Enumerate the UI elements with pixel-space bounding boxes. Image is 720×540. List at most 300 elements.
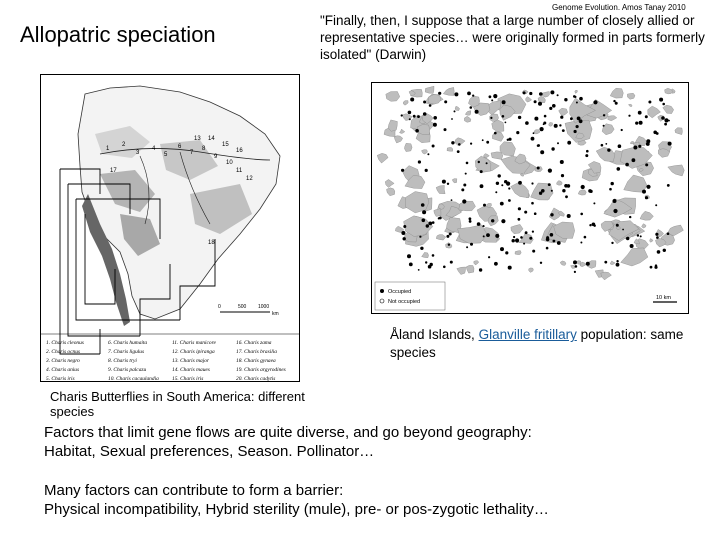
occupied-patch-dot [531, 202, 534, 205]
occupied-patch-dot [454, 92, 458, 96]
occupied-patch-dot [576, 125, 579, 128]
occupied-patch-dot [550, 233, 554, 237]
occupied-patch-dot [661, 116, 665, 120]
occupied-patch-dot [534, 117, 538, 121]
occupied-patch-dot [621, 129, 623, 131]
species-entry: 1. Charis cleonus [46, 340, 84, 346]
occupied-patch-dot [560, 116, 563, 119]
occupied-patch-dot [613, 209, 617, 213]
species-entry: 9. Charis palcazu [108, 367, 147, 373]
occupied-patch-dot [415, 129, 419, 133]
occupied-patch-dot [451, 199, 453, 201]
occupied-patch-dot [664, 123, 667, 126]
scale-label: 1000 [258, 304, 270, 310]
occupied-patch-dot [425, 261, 427, 263]
occupied-patch-dot [483, 235, 485, 237]
occupied-patch-dot [508, 187, 510, 189]
occupied-patch-dot [495, 191, 497, 193]
occupied-patch-dot [655, 204, 657, 206]
occupied-patch-dot [427, 153, 429, 155]
occupied-patch-dot [552, 104, 556, 108]
occupied-patch-dot [611, 242, 613, 244]
occupied-patch-dot [500, 247, 504, 251]
occupied-patch-dot [622, 229, 624, 231]
occupied-patch-dot [540, 262, 542, 264]
occupied-patch-dot [429, 104, 432, 107]
occupied-patch-dot [467, 92, 471, 96]
occupied-patch-dot [525, 231, 528, 234]
occupied-patch-dot [444, 100, 447, 103]
occupied-patch-dot [655, 264, 657, 266]
occupied-patch-dot [653, 131, 657, 135]
occupied-patch-dot [550, 90, 554, 94]
occupied-patch-dot [504, 180, 507, 183]
occupied-patch-dot [611, 182, 614, 185]
occupied-patch-dot [551, 147, 554, 150]
occupied-patch-dot [462, 199, 466, 203]
species-entry: 5. Charis iris [46, 376, 75, 382]
island-shape [549, 122, 553, 126]
occupied-patch-dot [480, 170, 483, 173]
occupied-patch-dot [548, 183, 551, 186]
occupied-patch-dot [637, 234, 639, 236]
species-entry: 10. Charis cacaulandia [108, 376, 159, 382]
occupied-patch-dot [482, 139, 484, 141]
occupied-patch-dot [494, 262, 498, 266]
occupied-patch-dot [438, 217, 440, 219]
occupied-patch-dot [570, 117, 573, 120]
occupied-patch-dot [472, 95, 474, 97]
occupied-patch-dot [574, 130, 577, 133]
occupied-patch-dot [413, 115, 416, 118]
occupied-patch-dot [559, 124, 561, 126]
occupied-patch-dot [423, 101, 426, 104]
occupied-patch-dot [475, 110, 479, 114]
map-number: 4 [152, 146, 156, 152]
map-number: 10 [226, 160, 233, 166]
occupied-patch-dot [656, 236, 659, 239]
occupied-patch-dot [421, 203, 425, 207]
occupied-patch-dot [605, 143, 607, 145]
map-number: 6 [178, 144, 182, 150]
occupied-patch-dot [561, 174, 564, 177]
occupied-patch-dot [546, 247, 549, 250]
occupied-patch-dot [585, 154, 588, 157]
occupied-patch-dot [562, 129, 565, 132]
occupied-patch-dot [573, 95, 576, 98]
occupied-patch-dot [564, 184, 568, 188]
species-entry: 4. Charis anius [46, 367, 80, 373]
map-number: 11 [236, 168, 243, 174]
occupied-patch-dot [615, 102, 618, 105]
occupied-patch-dot [422, 219, 426, 223]
occupied-patch-dot [646, 142, 650, 146]
occupied-patch-dot [663, 249, 666, 252]
species-entry: 8. Charis tryi [108, 358, 137, 364]
occupied-patch-dot [465, 173, 467, 175]
occupied-patch-dot [534, 212, 537, 215]
occupied-patch-dot [495, 234, 499, 238]
occupied-patch-dot [518, 116, 521, 119]
barrier-line-1: Many factors can contribute to form a barrier: [44, 482, 344, 499]
occupied-patch-dot [505, 122, 507, 124]
map-number: 2 [122, 142, 126, 148]
occupied-patch-dot [655, 233, 658, 236]
occupied-patch-dot [512, 239, 515, 242]
occupied-patch-dot [457, 150, 460, 153]
occupied-patch-dot [513, 236, 515, 238]
occupied-patch-dot [557, 241, 561, 245]
island-shape [515, 251, 521, 255]
map-number: 18 [208, 240, 215, 246]
occupied-patch-dot [540, 150, 544, 154]
occupied-patch-dot [626, 237, 629, 240]
map-number: 17 [110, 168, 117, 174]
species-entry: 14. Charis maues [172, 367, 210, 373]
occupied-patch-dot [633, 146, 637, 150]
occupied-patch-dot [466, 162, 469, 165]
occupied-patch-dot [525, 121, 529, 125]
occupied-patch-dot [432, 145, 435, 148]
island-shape [447, 147, 453, 151]
occupied-patch-dot [409, 263, 413, 267]
occupied-patch-dot [449, 233, 452, 236]
occupied-patch-dot [498, 174, 501, 177]
occupied-patch-dot [518, 218, 521, 221]
occupied-patch-dot [532, 250, 535, 253]
occupied-patch-dot [601, 144, 604, 147]
occupied-patch-dot [592, 223, 596, 227]
species-entry: 7. Charis ligulus [108, 349, 145, 355]
species-entry: 6. Charis humaita [108, 340, 148, 346]
occupied-patch-dot [401, 114, 403, 116]
occupied-patch-dot [488, 256, 490, 258]
occupied-patch-dot [668, 120, 670, 122]
occupied-patch-dot [529, 92, 532, 95]
occupied-patch-dot [580, 213, 583, 216]
occupied-patch-dot [650, 266, 653, 269]
occupied-patch-dot [491, 99, 493, 101]
occupied-patch-dot [447, 183, 449, 185]
occupied-patch-dot [586, 150, 589, 153]
occupied-patch-dot [482, 225, 484, 227]
factors-paragraph [44, 423, 704, 461]
occupied-patch-dot [486, 141, 489, 144]
occupied-patch-dot [423, 112, 427, 116]
occupied-patch-dot [550, 213, 553, 216]
occupied-patch-dot [501, 219, 505, 223]
occupied-patch-dot [433, 116, 437, 120]
occupied-patch-dot [554, 124, 558, 128]
occupied-patch-dot [560, 160, 564, 164]
occupied-patch-dot [461, 188, 464, 191]
occupied-patch-dot [501, 184, 503, 186]
occupied-patch-dot [508, 138, 511, 141]
legend-not-occupied: Not occupied [388, 299, 421, 305]
map-number: 9 [214, 154, 218, 160]
aland-caption [390, 326, 700, 362]
occupied-patch-dot [469, 217, 472, 220]
occupied-patch-dot [548, 169, 552, 173]
occupied-patch-dot [577, 117, 581, 121]
legend-occupied: Occupied [388, 289, 412, 295]
map-number: 1 [106, 146, 110, 152]
occupied-patch-dot [466, 246, 468, 248]
darwin-quote: "Finally, then, I suppose that a large number of closely allied or representative species… were originally formed in parts formerly isolated" (Darwin) [320, 13, 705, 62]
map-number: 12 [246, 176, 253, 182]
occupied-patch-dot [403, 237, 406, 240]
barrier-line-2: Physical incompatibility, Hybrid sterility (mule), pre- or pos-zygotic lethality… [44, 501, 549, 518]
species-entry: 12. Charis ipiranga [172, 349, 215, 355]
occupied-patch-dot [446, 235, 449, 238]
occupied-patch-dot [635, 122, 638, 125]
map-number: 15 [222, 142, 229, 148]
occupied-patch-dot [401, 169, 404, 172]
occupied-patch-dot [645, 163, 648, 166]
occupied-patch-dot [432, 221, 435, 224]
occupied-patch-dot [491, 219, 494, 222]
occupied-patch-dot [557, 94, 559, 96]
occupied-patch-dot [617, 167, 621, 171]
occupied-patch-dot [616, 224, 619, 227]
occupied-patch-dot [664, 118, 668, 122]
occupied-patch-dot [409, 118, 411, 120]
occupied-patch-dot [448, 244, 450, 246]
occupied-patch-dot [516, 131, 519, 134]
occupied-patch-dot [523, 243, 525, 245]
occupied-patch-dot [505, 251, 508, 254]
occupied-patch-dot [477, 222, 481, 226]
species-entry: 20. Charis cadytis [236, 376, 276, 382]
occupied-patch-dot [529, 237, 532, 240]
occupied-patch-dot [420, 247, 423, 250]
occupied-patch-dot [493, 94, 497, 98]
occupied-patch-dot [638, 111, 642, 115]
occupied-patch-dot [546, 238, 550, 242]
occupied-patch-dot [534, 100, 537, 103]
south-america-caption: Charis Butterflies in South America: different species [50, 389, 305, 419]
occupied-patch-dot [613, 199, 617, 203]
aland-caption-text: Åland Islands, [390, 327, 479, 342]
scale-label: km [272, 311, 279, 317]
occupied-patch-dot [539, 92, 543, 96]
occupied-patch-dot [565, 195, 568, 198]
occupied-patch-dot [586, 262, 590, 266]
occupied-patch-dot [579, 97, 583, 101]
occupied-patch-dot [417, 115, 420, 118]
occupied-patch-dot [659, 98, 663, 102]
occupied-patch-dot [640, 235, 642, 237]
occupied-patch-dot [518, 181, 522, 185]
map-number: 8 [202, 146, 206, 152]
occupied-patch-dot [407, 254, 411, 258]
occupied-patch-dot [573, 260, 577, 264]
barrier-paragraph [44, 481, 704, 519]
occupied-patch-dot [451, 118, 453, 120]
slide-title: Allopatric speciation [20, 22, 216, 47]
header-credit: Genome Evolution. Amos Tanay 2010 [552, 3, 686, 12]
occupied-patch-dot [662, 103, 665, 106]
occupied-patch-dot [607, 148, 610, 151]
occupied-patch-dot [616, 260, 618, 262]
occupied-patch-dot [422, 210, 426, 214]
occupied-patch-dot [480, 184, 484, 188]
south-america-charis-map [40, 74, 300, 382]
occupied-patch-dot [584, 236, 587, 239]
occupied-patch-dot [539, 192, 542, 195]
occupied-patch-dot [538, 102, 542, 106]
map-number: 14 [208, 136, 215, 142]
map-number: 7 [190, 150, 194, 156]
species-entry: 19. Charis argyrodines [236, 367, 286, 373]
map-number: 5 [164, 152, 168, 158]
map-number: 3 [136, 150, 140, 156]
species-entry: 13. Charis major [172, 358, 209, 364]
occupied-patch-dot [454, 110, 456, 112]
occupied-patch-dot [470, 243, 473, 246]
occupied-patch-dot [632, 158, 636, 162]
occupied-patch-dot [432, 254, 435, 257]
species-entry: 3. Charis negro [46, 358, 80, 364]
occupied-patch-dot [496, 182, 499, 185]
occupied-patch-dot [590, 190, 593, 193]
occupied-patch-dot [426, 224, 429, 227]
occupied-patch-dot [470, 143, 472, 145]
occupied-patch-dot [613, 100, 615, 102]
occupied-patch-dot [537, 167, 540, 170]
occupied-patch-dot [639, 121, 643, 125]
occupied-patch-dot [428, 222, 432, 226]
occupied-patch-dot [419, 236, 421, 238]
occupied-patch-dot [589, 224, 591, 226]
occupied-patch-dot [553, 240, 556, 243]
occupied-patch-dot [603, 125, 605, 127]
occupied-patch-dot [486, 162, 488, 164]
map-scale: 10 km [656, 295, 671, 301]
occupied-patch-dot [489, 95, 492, 98]
occupied-patch-dot [450, 261, 453, 264]
occupied-patch-dot [531, 137, 535, 141]
factors-line-1: Factors that limit gene flows are quite diverse, and go beyond geography: [44, 424, 532, 441]
species-entry: 18. Charis gynaea [236, 358, 276, 364]
occupied-patch-dot [648, 101, 651, 104]
occupied-patch-dot [593, 100, 597, 104]
occupied-patch-dot [609, 188, 612, 191]
occupied-patch-dot [442, 180, 446, 184]
occupied-patch-dot [642, 190, 646, 194]
occupied-patch-dot [463, 184, 466, 187]
occupied-patch-dot [502, 100, 506, 104]
occupied-patch-dot [593, 202, 595, 204]
aland-caption-tail: population: same species [390, 327, 684, 360]
map-number: 16 [236, 148, 243, 154]
species-entry: 17. Charis brasilia [236, 349, 277, 355]
occupied-patch-dot [580, 242, 582, 244]
occupied-patch-dot [567, 214, 571, 218]
glanville-fritillary-link[interactable]: Glanville fritillary [478, 327, 577, 342]
occupied-patch-dot [616, 263, 620, 267]
occupied-patch-dot [668, 142, 672, 146]
occupied-patch-dot [478, 161, 480, 163]
occupied-patch-dot [443, 266, 446, 269]
occupied-patch-dot [490, 117, 492, 119]
occupied-patch-dot [638, 145, 641, 148]
occupied-patch-dot [667, 232, 670, 235]
occupied-patch-dot [518, 207, 521, 210]
occupied-patch-dot [470, 106, 473, 109]
occupied-patch-dot [469, 220, 472, 223]
map-number: 13 [194, 136, 201, 142]
species-entry: 16. Charis zama [236, 340, 272, 346]
occupied-patch-dot [520, 236, 523, 239]
occupied-patch-dot [483, 204, 486, 207]
scale-label: 500 [238, 304, 247, 310]
occupied-patch-dot [531, 182, 533, 184]
occupied-patch-dot [646, 185, 650, 189]
occupied-patch-dot [645, 115, 648, 118]
occupied-patch-dot [551, 190, 553, 192]
occupied-patch-dot [629, 216, 631, 218]
occupied-patch-dot [508, 199, 511, 202]
island-shape [404, 143, 412, 151]
occupied-patch-dot [603, 114, 605, 116]
occupied-patch-dot [630, 244, 634, 248]
occupied-patch-dot [451, 141, 454, 144]
occupied-patch-dot [567, 141, 571, 145]
occupied-patch-dot [401, 231, 405, 235]
occupied-patch-dot [645, 196, 648, 199]
occupied-patch-dot [486, 233, 490, 237]
occupied-patch-dot [418, 160, 421, 163]
occupied-patch-dot [515, 238, 519, 242]
occupied-patch-dot [581, 185, 585, 189]
occupied-patch-dot [549, 107, 552, 110]
occupied-patch-dot [544, 115, 547, 118]
occupied-patch-dot [430, 263, 433, 266]
occupied-patch-dot [500, 202, 504, 206]
occupied-patch-dot [543, 123, 545, 125]
occupied-patch-dot [618, 144, 622, 148]
occupied-patch-dot [524, 211, 527, 214]
occupied-patch-dot [562, 189, 565, 192]
occupied-patch-dot [532, 231, 534, 233]
occupied-patch-dot [557, 142, 559, 144]
occupied-patch-dot [444, 128, 447, 131]
occupied-patch-dot [604, 261, 607, 264]
occupied-patch-dot [574, 271, 576, 273]
occupied-patch-dot [418, 269, 420, 271]
occupied-patch-dot [425, 169, 428, 172]
occupied-patch-dot [576, 102, 578, 104]
occupied-patch-dot [508, 266, 512, 270]
occupied-patch-dot [433, 123, 437, 127]
occupied-patch-dot [657, 250, 661, 254]
occupied-patch-dot [523, 91, 526, 94]
occupied-patch-dot [410, 98, 414, 102]
occupied-patch-dot [537, 145, 539, 147]
occupied-patch-dot [408, 111, 412, 115]
occupied-patch-dot [575, 265, 578, 268]
occupied-patch-dot [540, 127, 544, 131]
occupied-patch-dot [533, 132, 535, 134]
aland-islands-map [371, 82, 689, 314]
occupied-patch-dot [438, 92, 441, 95]
occupied-patch-dot [667, 184, 670, 187]
species-entry: 15. Charis iris [172, 376, 204, 382]
occupied-patch-dot [403, 225, 406, 228]
species-entry: 2. Charis ocnus [46, 349, 80, 355]
occupied-patch-dot [502, 115, 505, 118]
